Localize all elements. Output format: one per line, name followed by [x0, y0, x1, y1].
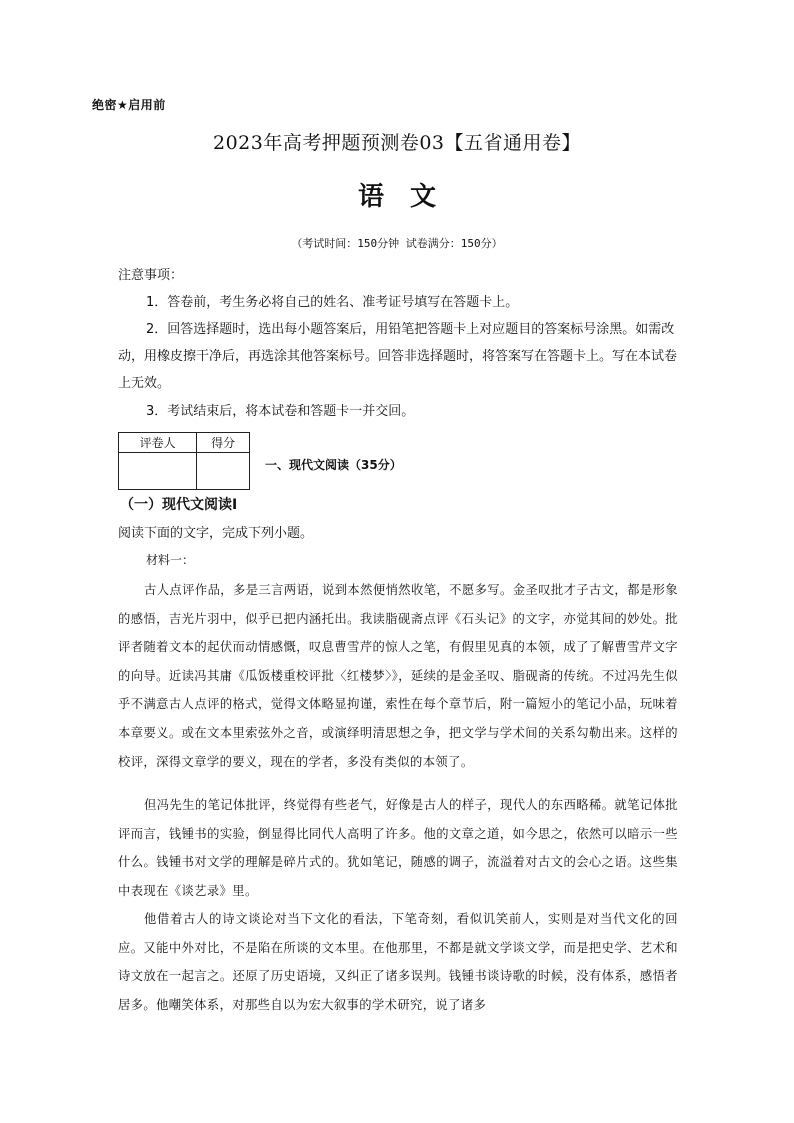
notice-item-3: 3．考试结束后，将本试卷和答题卡一并交回。 — [146, 404, 415, 419]
part-heading: （一）现代文阅读Ⅰ — [120, 497, 238, 513]
grader-cell — [119, 453, 197, 490]
notice-heading: 注意事项： — [118, 268, 184, 283]
exam-info: （考试时间：150分钟 试卷满分：150分） — [291, 237, 503, 250]
passage-paragraph-1: 古人点评作品，多是三言两语，说到本然便悄然收笔，不愿多写。金圣叹批才子古文，都是形象的感悟，吉光片羽中，似乎已把内涵托出。我读脂砚斋点评《石头记》的文字，亦觉其间的妙处。批评者随着文本的起伏而动情感慨，叹息曹雪芹的惊人之笔，有假里见真的本领，成了了解曹雪芹文字的向导。近读冯其庸《瓜饭楼重校评批〈红楼梦〉》，延续的是金圣叹、脂砚斋的传统。不过冯先生似乎不满意古人点评的格式，觉得文体略显拘谨，索性在每个章节后，附一篇短小的笔记小品，玩味着本章要义。或在文本里索弦外之音，或演绎明清思想之争，把文学与学术间的关系勾勒出来。这样的校评，深得文章学的要义，现在的学者，多没有类似的本领了。 — [118, 583, 678, 769]
score-cell — [197, 453, 250, 490]
score-header: 得分 — [197, 433, 250, 453]
passage-paragraph-3: 他借着古人的诗文谈论对当下文化的看法，下笔奇刻，看似讥笑前人，实则是对当代文化的回应。又能中外对比，不是陷在所谈的文本里。在他那里，不都是就文学谈文学，而是把史学、艺术和诗文放在一起言之。还原了历史语境，又纠正了诸多误判。钱锺书谈诗歌的时候，没有体系，感悟者居多。他嘲笑体系，对那些自以为宏大叙事的学术研究，说了诸多 — [118, 912, 678, 1012]
secret-label: 绝密★启用前 — [92, 98, 166, 112]
notice-item-2: 2．回答选择题时，选出每小题答案后，用铅笔把答题卡上对应题目的答案标号涂黑。如需改动，用橡皮擦干净后，再选涂其他答案标号。回答非选择题时，将答案写在答题卡上。写在本试卷上无效。 — [118, 322, 678, 391]
grader-header: 评卷人 — [119, 433, 197, 453]
score-table — [118, 432, 250, 490]
reading-instruction: 阅读下面的文字，完成下列小题。 — [118, 526, 314, 541]
subject-title: 语文 — [357, 182, 462, 212]
material-label: 材料一： — [146, 553, 195, 567]
notice-item-1: 1．答卷前，考生务必将自己的姓名、准考证号填写在答题卡上。 — [146, 295, 519, 310]
section-heading: 一、现代文阅读（35分） — [265, 458, 402, 472]
passage-paragraph-2: 但冯先生的笔记体批评，终觉得有些老气，好像是古人的样子，现代人的东西略稀。就笔记体批评而言，钱锺书的实验，倒显得比同代人高明了许多。他的文章之道，如今思之，依然可以暗示一些什么。钱锺书对文学的理解是碎片式的。犹如笔记，随感的调子，流溢着对古文的会心之语。这些集中表现在《谈艺录》里。 — [118, 798, 678, 898]
score-table-value-row — [119, 453, 250, 490]
page-title: 2023年高考押题预测卷03【五省通用卷】 — [212, 132, 582, 154]
score-table-header-row — [119, 433, 250, 453]
